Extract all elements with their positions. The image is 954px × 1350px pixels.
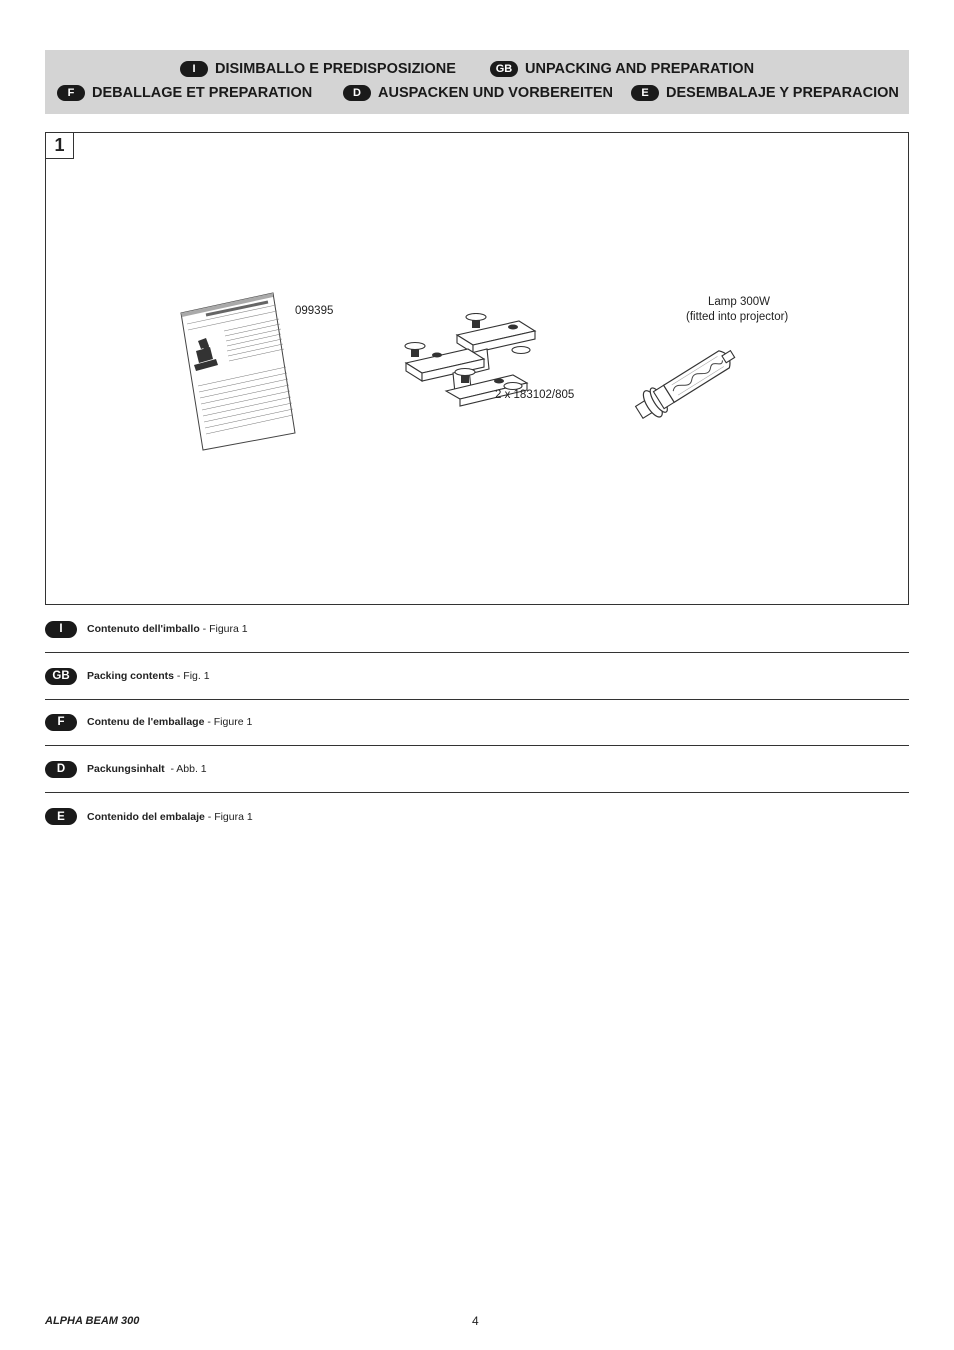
section-header bbox=[45, 50, 909, 114]
caption-de bbox=[45, 746, 909, 793]
caption-gb bbox=[45, 653, 909, 700]
figure-number: 1 bbox=[46, 133, 74, 159]
lamp-label-line1: Lamp 300W bbox=[708, 296, 771, 308]
caption-title-it: Contenuto dell'imballo bbox=[87, 623, 200, 635]
lang-badge-it: I bbox=[180, 61, 208, 77]
lang-badge-de: D bbox=[45, 761, 77, 778]
lamp-label-line2: (fitted into projector) bbox=[686, 311, 789, 323]
lang-badge-gb: GB bbox=[45, 668, 77, 685]
caption-title-fr: Contenu de l'emballage bbox=[87, 716, 205, 728]
caption-ref-es: - Figura 1 bbox=[204, 810, 253, 823]
lang-badge-it: I bbox=[45, 621, 77, 638]
header-item-fr bbox=[57, 85, 312, 101]
caption-title-es: Contenido del embalaje bbox=[87, 810, 205, 823]
caption-it bbox=[45, 606, 909, 653]
footer-product-name: ALPHA BEAM 300 bbox=[45, 1315, 140, 1327]
manual-booklet-illustration bbox=[176, 291, 301, 451]
header-title-fr: DEBALLAGE ET PREPARATION bbox=[92, 85, 313, 101]
caption-ref-gb: - Fig. 1 bbox=[173, 670, 210, 682]
figure-1 bbox=[45, 132, 909, 605]
header-item-es bbox=[631, 85, 899, 101]
header-item-it bbox=[180, 61, 456, 77]
lang-badge-gb: GB bbox=[490, 61, 518, 77]
lang-badge-de: D bbox=[343, 85, 371, 101]
lang-badge-es: E bbox=[631, 85, 659, 101]
header-item-gb bbox=[490, 61, 754, 77]
header-title-it: DISIMBALLO E PREDISPOSIZIONE bbox=[215, 61, 456, 77]
caption-ref-de: - Abb. 1 bbox=[164, 763, 207, 775]
caption-ref-it: - Figura 1 bbox=[199, 623, 248, 635]
header-title-de: AUSPACKEN UND VORBEREITEN bbox=[378, 85, 613, 101]
caption-es bbox=[45, 793, 909, 840]
lang-badge-es: E bbox=[45, 808, 77, 825]
page-number: 4 bbox=[472, 1314, 479, 1328]
header-title-es: DESEMBALAJE Y PREPARACION bbox=[666, 85, 899, 101]
header-title-gb: UNPACKING AND PREPARATION bbox=[525, 61, 755, 77]
lang-badge-fr: F bbox=[45, 714, 77, 731]
caption-ref-fr: - Figure 1 bbox=[204, 716, 253, 728]
brackets-code-label: 2 x 183102/805 bbox=[495, 389, 575, 401]
caption-title-de: Packungsinhalt bbox=[87, 763, 165, 775]
header-item-de bbox=[343, 85, 613, 101]
caption-title-gb: Packing contents bbox=[87, 670, 174, 682]
manual-code-label: 099395 bbox=[295, 305, 334, 317]
lamp-illustration bbox=[626, 333, 756, 428]
lang-badge-fr: F bbox=[57, 85, 85, 101]
caption-fr bbox=[45, 699, 909, 746]
